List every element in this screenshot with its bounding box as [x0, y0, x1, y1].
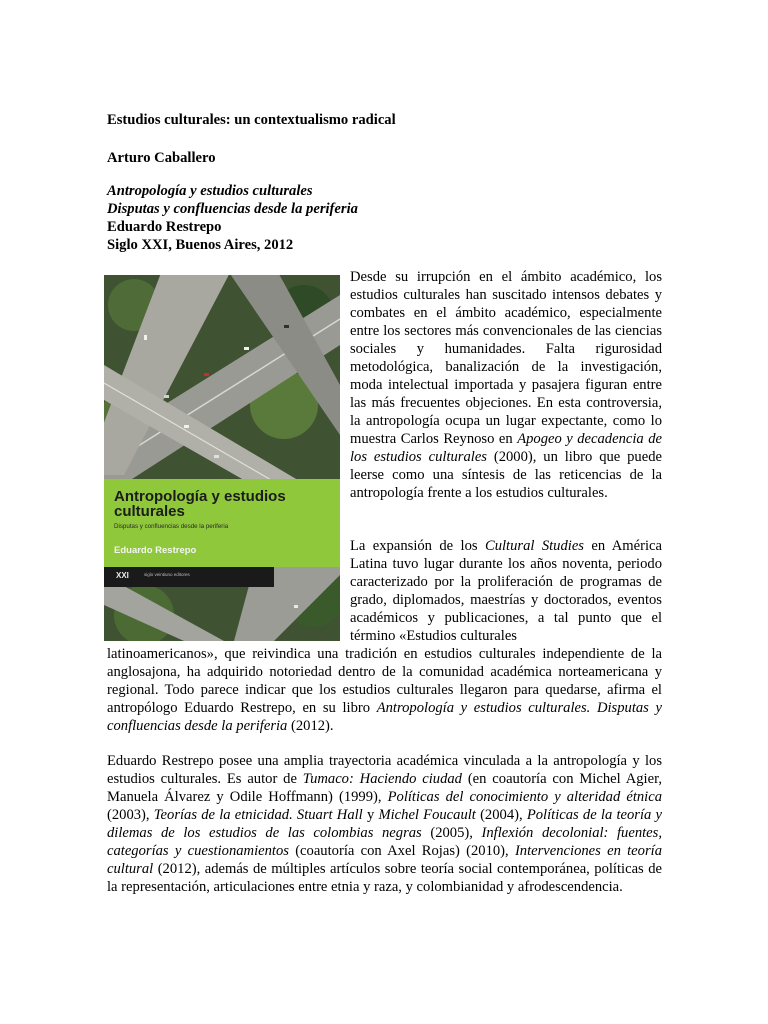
publisher-logo: XXI — [116, 571, 129, 580]
paragraph-author-bio — [107, 752, 662, 896]
p3-s1: Eduardo Restrepo posee una amplia trayectoria académica vinculada a la antropología y los estudios culturales. Es autor de — [107, 753, 662, 787]
p2-text-d: (2012). — [287, 718, 334, 734]
p3-i1: Tumaco: Haciendo ciudad — [302, 771, 462, 787]
p3-i2: Políticas del conocimiento y alteridad étnica — [387, 789, 663, 805]
book-title-line2: Disputas y confluencias desde la periferia — [107, 201, 358, 217]
cover-title-band — [104, 479, 340, 567]
book-publisher: Siglo XXI, Buenos Aires, 2012 — [107, 237, 294, 253]
p2-book-title: Antropología y estudios culturales. Disputas y confluencias desde la periferia — [107, 700, 662, 734]
p3-i4: Michel Foucault — [378, 807, 476, 823]
p1-text-b: (2000), un libro que puede leerse como una síntesis de las reticencias de la antropología frente a los estudios culturales. — [350, 449, 662, 501]
p3-i5: Políticas de la teoría y dilemas de los estudios de las colombias negras — [107, 807, 662, 841]
p3-s5: (2004), — [475, 807, 527, 823]
book-author: Eduardo Restrepo — [107, 219, 222, 235]
cover-author: Eduardo Restrepo — [114, 545, 197, 556]
cover-publisher-strip — [104, 567, 274, 587]
cover-subtitle: Disputas y confluencias desde la periferia — [114, 523, 229, 530]
p3-s7: (coautoría con Axel Rojas) (2010), — [288, 843, 515, 859]
p3-s3: (2003), — [107, 807, 154, 823]
reviewer-name: Arturo Caballero — [107, 150, 216, 166]
publisher-name: siglo veintiuno editores — [144, 572, 190, 577]
paragraph-expansion-top — [350, 537, 662, 645]
p3-i7: Intervenciones en teoría cultural — [107, 843, 662, 877]
p2-text-c: latinoamericanos», que reivindica una tradición en estudios culturales independiente de la anglosajona, ha adquirido notoriedad dentro de la comunidad académica norteamericana y regional. Todo parece indicar que los estudios culturales llegaron para quedarse, afirma el antropólogo Eduardo Restrepo, en su libro — [107, 646, 662, 716]
p3-i3: Teorías de la etnicidad. Stuart Hall — [153, 807, 363, 823]
cover-title: Antropología y estudios culturales — [114, 488, 286, 520]
article-title: Estudios culturales: un contextualismo radical — [107, 112, 396, 128]
paragraph-intro — [350, 268, 662, 502]
book-title-line1: Antropología y estudios culturales — [107, 183, 313, 199]
p2-text-a: La expansión de los — [350, 538, 485, 554]
p3-s8: (2012), además de múltiples artículos sobre teoría social contemporánea, políticas de la representación, articulaciones entre etnia y raza, y colombianidad y afrodescendencia. — [107, 861, 662, 895]
paragraph-expansion-bottom — [107, 645, 662, 735]
p3-s4: y — [362, 807, 379, 823]
p3-s6: (2005), — [421, 825, 482, 841]
p1-text-a: Desde su irrupción en el ámbito académico, los estudios culturales han suscitado intensos debates y combates en el ámbito académico, especialmente entre los sectores más convencionales de las ciencias sociales y humanidades. Falta rigurosidad metodológica, banalización de la investigación, moda intelectual importada y pasajera figuran entre las más frecuentes objeciones. En esta controversia, la antropología ocupa un lugar expectante, como lo muestra Carlos Reynoso en — [350, 269, 662, 447]
p3-s2: (en coautoría con Michel Agier, Manuela Álvarez y Odile Hoffmann) (1999), — [107, 771, 662, 805]
p2-cultural-studies: Cultural Studies — [484, 538, 584, 554]
p2-text-b: en América Latina tuvo lugar durante los años noventa, periodo caracterizado por la proliferación de programas de grado, diplomados, maestrías y doctorados, eventos académicos y publicaciones, a tal punto que el término «Estudios culturales — [350, 538, 662, 644]
p3-i6: Inflexión decolonial: fuentes, categorías y cuestionamientos — [107, 825, 662, 859]
book-cover-image — [104, 275, 340, 641]
p1-book-title: Apogeo y decadencia de los estudios culturales — [350, 431, 662, 465]
